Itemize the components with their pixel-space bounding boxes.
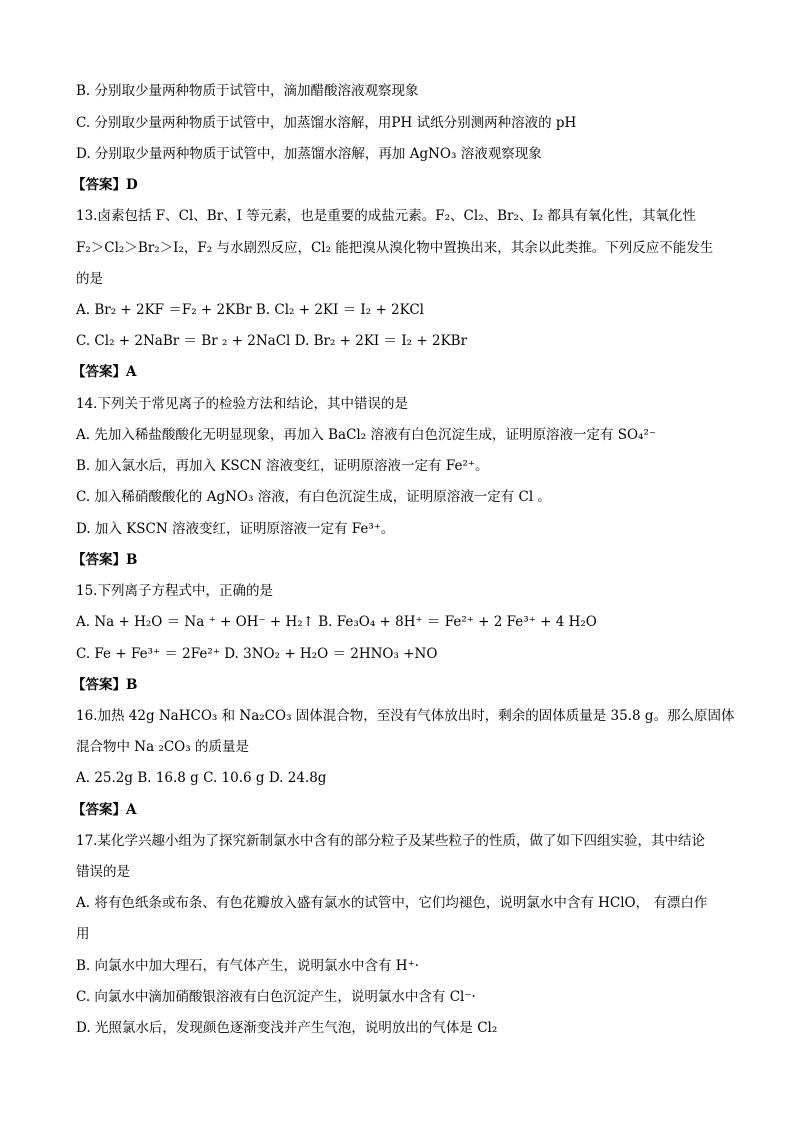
q13-stem-line-3: 的是	[76, 271, 103, 287]
q14-option-d: D. 加入 KSCN 溶液变红，证明原溶液一定有 Fe³⁺。	[76, 521, 395, 537]
q13-stem-line-1: 13.卤素包括 F、Cl、Br、I 等元素，也是重要的成盐元素。F₂、Cl₂、Br₂、I₂ 都具有氧化性，其氧化性	[76, 208, 696, 224]
q15-options-ab: A. Na + H₂O ＝ Na ⁺ + OH⁻ + H₂↑ B. Fe₃O₄ + 8H⁺ ＝ Fe²⁺ + 2 Fe³⁺ + 4 H₂O	[76, 614, 597, 630]
q15-stem: 15.下列离子方程式中，正确的是	[76, 583, 273, 599]
q13-stem-line-2: F₂＞Cl₂＞Br₂＞I₂，F₂ 与水剧烈反应，Cl₂ 能把溴从溴化物中置换出来，其余以此类推。下列反应不能发生	[76, 240, 714, 256]
q14-option-b: B. 加入氯水后，再加入 KSCN 溶液变红，证明原溶液一定有 Fe²⁺。	[76, 458, 489, 474]
q13-answer: 【答案】A	[72, 364, 137, 380]
q17-option-c: C. 向氯水中滴加硝酸银溶液有白色沉淀产生，说明氯水中含有 Cl⁻·	[76, 989, 476, 1005]
q16-stem-line-2: 混合物中 Na ₂CO₃ 的质量是	[76, 739, 249, 755]
q14-answer: 【答案】B	[72, 552, 138, 568]
q17-option-d: D. 光照氯水后，发现颜色逐渐变浅并产生气泡，说明放出的气体是 Cl₂	[76, 1020, 498, 1036]
q12-option-b: B. 分别取少量两种物质于试管中，滴加醋酸溶液观察现象	[76, 83, 419, 99]
q15-options-cd: C. Fe + Fe³⁺ ＝ 2Fe²⁺ D. 3NO₂ + H₂O ＝ 2HNO₃ +NO	[76, 646, 438, 662]
q17-stem-line-2: 错误的是	[76, 864, 130, 880]
q16-options: A. 25.2g B. 16.8 g C. 10.6 g D. 24.8g	[76, 770, 327, 786]
q15-answer: 【答案】B	[72, 677, 138, 693]
q14-option-a: A. 先加入稀盐酸酸化无明显现象，再加入 BaCl₂ 溶液有白色沉淀生成，证明原溶液一定有 SO₄²⁻	[76, 427, 656, 443]
q16-stem-line-1: 16.加热 42g NaHCO₃ 和 Na₂CO₃ 固体混合物，至没有气体放出时，剩余的固体质量是 35.8 g。那么原固体	[76, 708, 735, 724]
q17-stem-line-1: 17.某化学兴趣小组为了探究新制氯水中含有的部分粒子及某些粒子的性质，做了如下四组实验，其中结论	[76, 833, 705, 849]
q12-option-c: C. 分别取少量两种物质于试管中，加蒸馏水溶解，用PH 试纸分别测两种溶液的 pH	[76, 115, 577, 131]
q12-option-d: D. 分别取少量两种物质于试管中，加蒸馏水溶解，再加 AgNO₃ 溶液观察现象	[76, 146, 542, 162]
q13-options-ab: A. Br₂ + 2KF ＝F₂ + 2KBr B. Cl₂ + 2KI ＝ I₂ + 2KCl	[76, 302, 425, 318]
q14-option-c: C. 加入稀硝酸酸化的 AgNO₃ 溶液，有白色沉淀生成，证明原溶液一定有 Cl 。	[76, 489, 551, 505]
q16-answer: 【答案】A	[72, 802, 137, 818]
q12-answer: 【答案】D	[72, 177, 138, 193]
q17-option-b: B. 向氯水中加大理石，有气体产生，说明氯水中含有 H⁺·	[76, 958, 419, 974]
q17-option-a-line-1: A. 将有色纸条或布条、有色花瓣放入盛有氯水的试管中，它们均褪色，说明氯水中含有 HClO， 有漂白作	[76, 895, 708, 911]
q14-stem: 14.下列关于常见离子的检验方法和结论，其中错误的是	[76, 396, 408, 412]
q13-options-cd: C. Cl₂ + 2NaBr ＝ Br ₂ + 2NaCl D. Br₂ + 2KI ＝ I₂ + 2KBr	[76, 333, 468, 349]
q17-option-a-line-2: 用	[76, 926, 90, 942]
